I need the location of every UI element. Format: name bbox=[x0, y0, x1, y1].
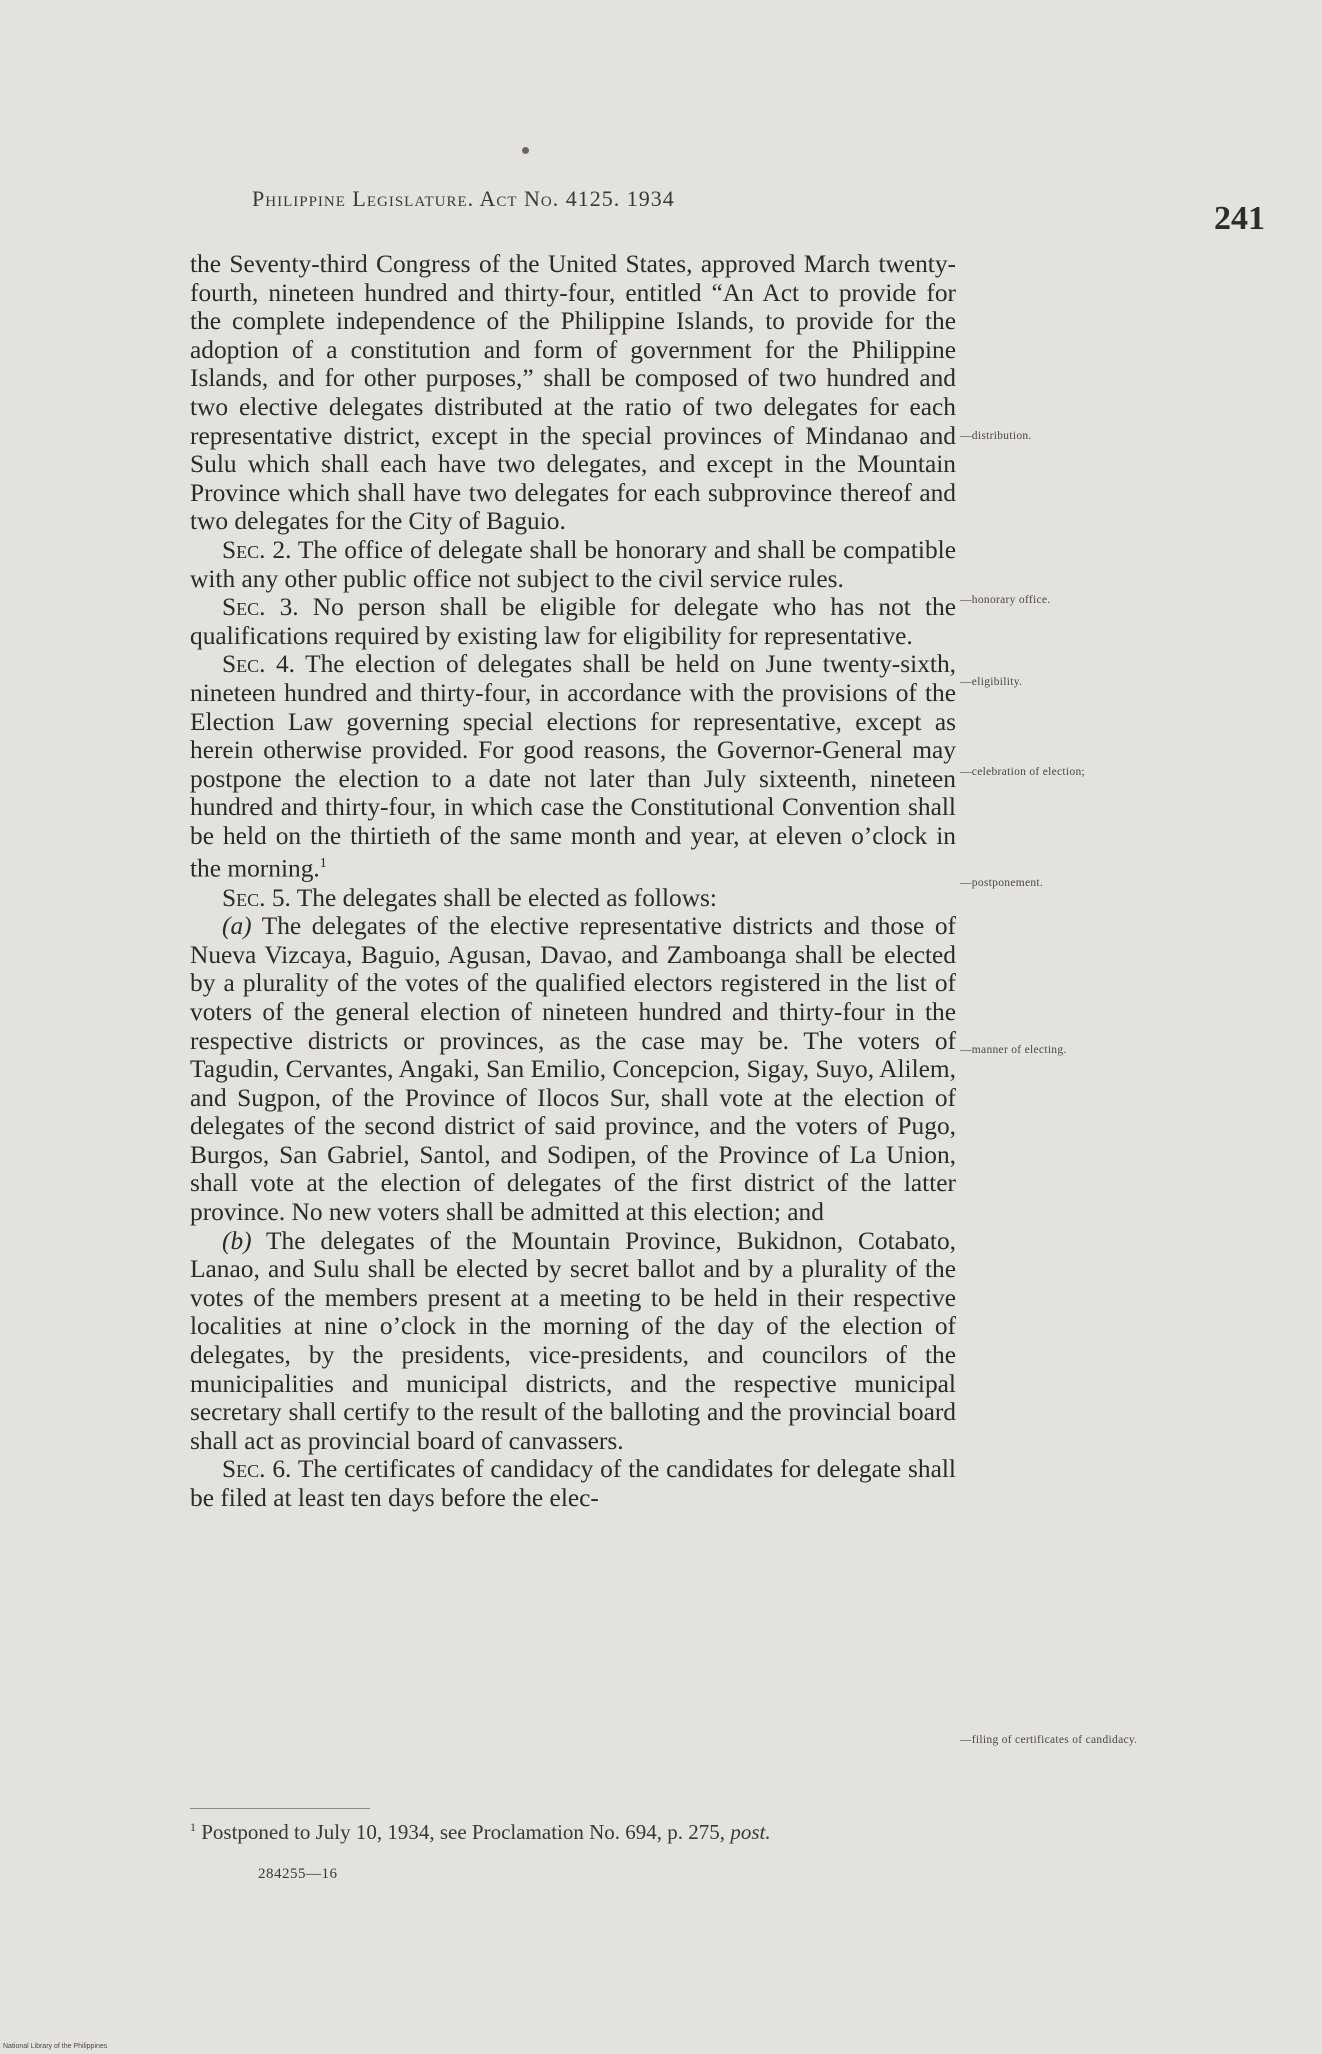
archive-credit: National Library of the Philippines bbox=[3, 2043, 108, 2050]
section-label: Sec. 4. bbox=[222, 650, 296, 679]
section-6 bbox=[190, 1455, 956, 1512]
section-text: The office of delegate shall be honorary and shall be compatible with any other public office not subject to the civil service rules. bbox=[190, 535, 956, 593]
body-text bbox=[190, 250, 956, 1513]
clause-text: The delegates of the Mountain Province, Bukidnon, Cotabato, Lanao, and Sulu shall be elected by secret ballot and by a plurality of the votes of the members present at a meeting to be held in their respective localities at nine o’clock in the morning of the day of the election of delegates, by the presidents, vice-presidents, and councilors of the municipalities and municipal districts, and the respective municipal secretary shall certify to the result of the balloting and the provincial board shall act as provincial board of canvassers. bbox=[190, 1226, 956, 1455]
section-text: The certificates of candidacy of the candidates for delegate shall be filed at least ten days before the elec- bbox=[190, 1455, 956, 1512]
page-number: 241 bbox=[1214, 200, 1265, 237]
running-head: Philippine Legislature. Act No. 4125. 1934 bbox=[252, 186, 675, 211]
clause-label: (a) bbox=[222, 912, 252, 941]
margin-note-manner: —manner of electing. bbox=[960, 1044, 1067, 1056]
margin-note-filing: —filing of certificates of candidacy. bbox=[960, 1734, 1138, 1746]
margin-note-honorary: —honorary office. bbox=[960, 594, 1051, 606]
section-text: The election of delegates shall be held on June twenty-sixth, nineteen hundred and thirty-four, in accordance with the provisions of the Election Law governing special elections for representative, except as herein otherwise provided. For good reasons, the Governor-General may postpone the election to a date not later than July sixteenth, nineteen hundred and thirty-four, in which case the Constitutional Convention shall be held on the thirtieth of the same month and year, at eleven o’clock in the morning. bbox=[190, 650, 956, 883]
section-label: Sec. 6. bbox=[222, 1455, 292, 1484]
paragraph-continuation: the Seventy-third Congress of the United States, approved March twenty-fourth, nineteen hundred and thirty-four, entitled “An Act to provide for the complete independence of the Philippine Islands, to provide for the adoption of a constitution and form of government for the Philippine Islands, and for other purposes,” shall be composed of two hundred and two elective delegates distributed at the ratio of two delegates for each representative district, except in the special provinces of Mindanao and Sulu which shall each have two delegates, and except in the Mountain Province which shall have two delegates for each subprovince thereof and two delegates for the City of Baguio. bbox=[190, 250, 956, 536]
footnote-marker: 1 bbox=[319, 856, 327, 872]
section-text: The delegates shall be elected as follows: bbox=[296, 883, 717, 912]
footnote-mark: 1 bbox=[190, 1820, 196, 1834]
section-text: No person shall be eligible for delegate who has not the qualifications required by existing law for eligibility for representative. bbox=[190, 593, 956, 650]
section-5a bbox=[190, 912, 956, 1227]
page-mark bbox=[522, 147, 529, 154]
section-5b bbox=[190, 1227, 956, 1456]
footnote-divider bbox=[190, 1808, 370, 1809]
margin-note-celebration: —celebration of election; bbox=[960, 766, 1086, 778]
margin-note-distribution: —distribution. bbox=[960, 430, 1032, 442]
section-3 bbox=[190, 593, 956, 650]
margin-note-eligibility: —eligibility. bbox=[960, 676, 1023, 688]
section-label: Sec. 3. bbox=[222, 593, 299, 622]
clause-label: (b) bbox=[222, 1226, 252, 1255]
section-5 bbox=[190, 884, 956, 913]
margin-note-postponement: —postponement. bbox=[960, 877, 1044, 889]
footnote bbox=[190, 1815, 956, 1844]
footnote-text: Postponed to July 10, 1934, see Proclamation No. 694, p. 275, bbox=[201, 1820, 726, 1844]
section-label: Sec. 5. bbox=[222, 883, 291, 912]
section-4 bbox=[190, 650, 956, 883]
section-2 bbox=[190, 536, 956, 593]
clause-text: The delegates of the elective representative districts and those of Nueva Vizcaya, Baguio, Agusan, Davao, and Zamboanga shall be elected by a plurality of the votes of the qualified electors registered in the list of voters of the general election of nineteen hundred and thirty-four in the respective districts or provinces, as the case may be. The voters of Tagudin, Cervantes, Angaki, San Emilio, Concepcion, Sigay, Suyo, Alilem, and Sugpon, of the Province of Ilocos Sur, shall vote at the election of delegates of the second district of said province, and the voters of Pugo, Burgos, San Gabriel, Santol, and Sodipen, of the Province of La Union, shall vote at the election of delegates of the first district of the latter province. No new voters shall be admitted at this election; and bbox=[190, 912, 956, 1227]
footnote-post: post. bbox=[730, 1820, 771, 1844]
print-code: 284255—16 bbox=[258, 1866, 338, 1882]
section-label: Sec. 2. bbox=[222, 535, 292, 564]
